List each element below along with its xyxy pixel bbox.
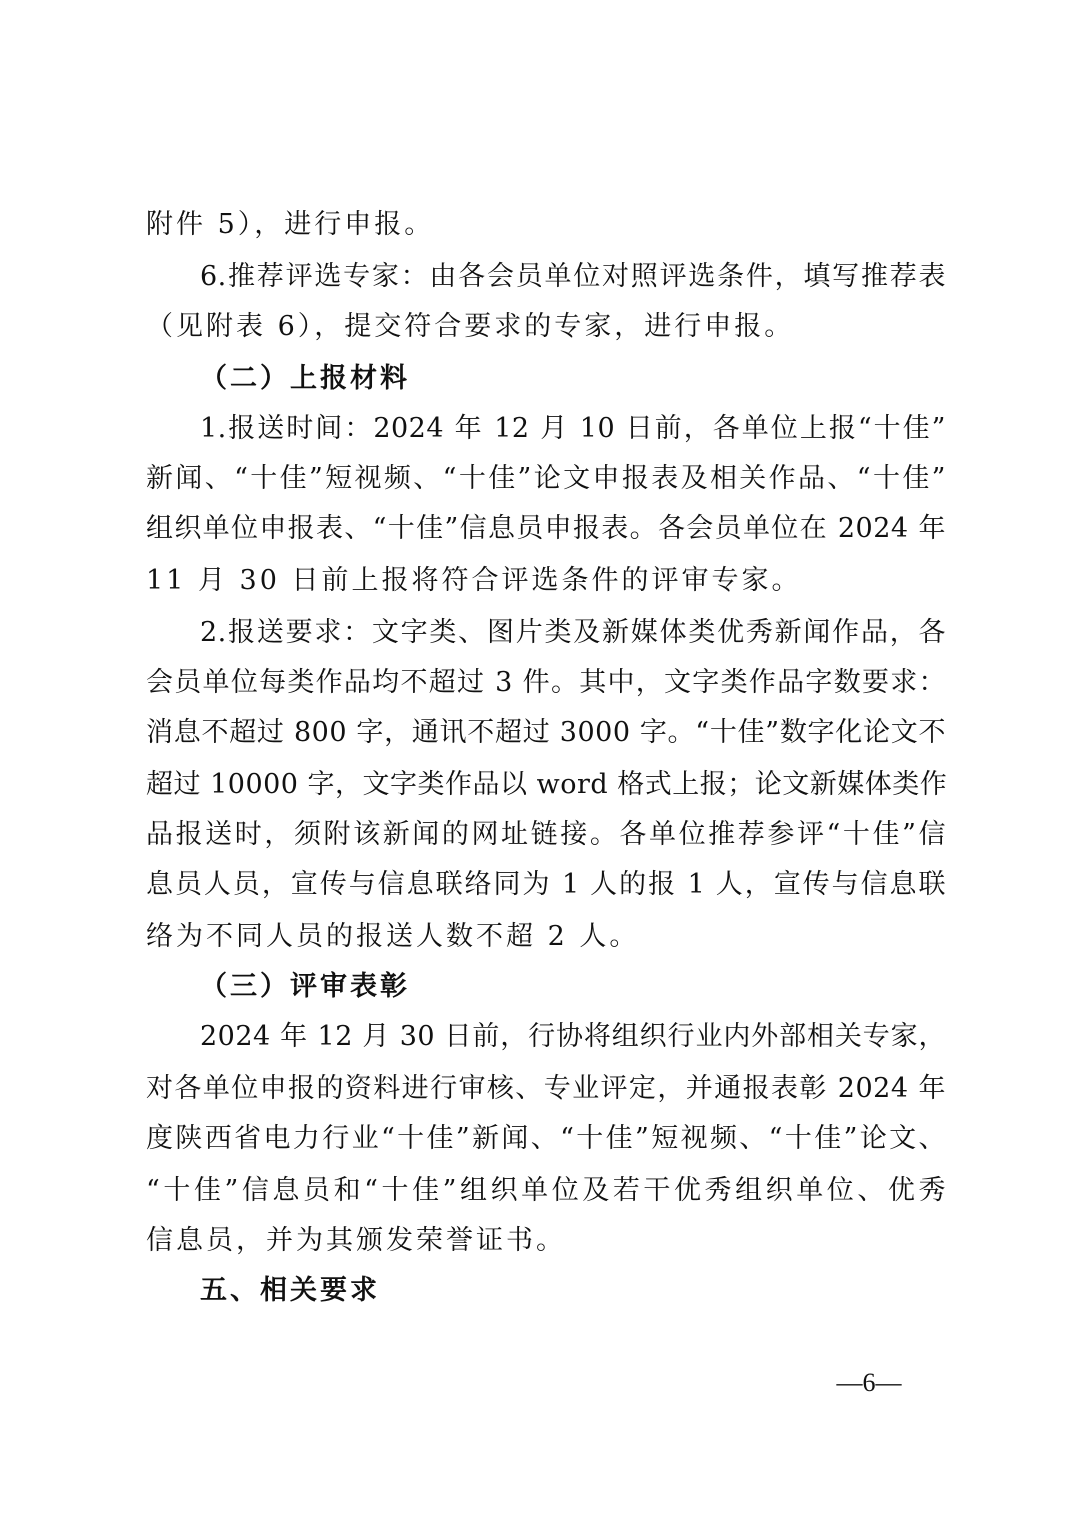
- section-heading-review-commendation: （三）评审表彰: [200, 971, 410, 1002]
- paragraph-line-review-3: 度陕西省电力行业“十佳”新闻、“十佳”短视频、“十佳”论文、: [146, 1123, 946, 1154]
- paragraph-line-submission-time-2: 新闻、“十佳”短视频、“十佳”论文申报表及相关作品、“十佳”: [146, 463, 946, 494]
- paragraph-line-submission-requirements-2: 会员单位每类作品均不超过 3 件。其中，文字类作品字数要求：: [146, 667, 946, 698]
- paragraph-line-submission-time-3: 组织单位申报表、“十佳”信息员申报表。各会员单位在 2024 年: [146, 513, 946, 544]
- paragraph-line-submission-requirements-3: 消息不超过 800 字，通讯不超过 3000 字。“十佳”数字化论文不: [146, 717, 946, 748]
- paragraph-line-expert-recommend: 6.推荐评选专家：由各会员单位对照评选条件，填写推荐表: [200, 261, 946, 292]
- page-number: —6—: [836, 1368, 902, 1397]
- paragraph-line-review-2: 对各单位申报的资料进行审核、专业评定，并通报表彰 2024 年: [146, 1073, 946, 1104]
- paragraph-line-submission-time-4: 11 月 30 日前上报将符合评选条件的评审专家。: [146, 565, 802, 596]
- paragraph-line-submission-requirements-5: 品报送时，须附该新闻的网址链接。各单位推荐参评“十佳”信: [146, 819, 946, 850]
- section-heading-related-requirements: 五、相关要求: [200, 1275, 380, 1306]
- paragraph-line-submission-requirements-6: 息员人员，宣传与信息联络同为 1 人的报 1 人，宣传与信息联: [146, 869, 946, 900]
- paragraph-line-expert-recommend-cont: （见附表 6），提交符合要求的专家，进行申报。: [146, 311, 795, 342]
- paragraph-line-submission-time: 1.报送时间：2024 年 12 月 10 日前，各单位上报“十佳”: [200, 413, 946, 444]
- paragraph-line-review: 2024 年 12 月 30 日前，行协将组织行业内外部相关专家，: [200, 1021, 946, 1052]
- paragraph-line-submission-requirements: 2.报送要求：文字类、图片类及新媒体类优秀新闻作品，各: [200, 617, 946, 648]
- paragraph-line-submission-requirements-7: 络为不同人员的报送人数不超 2 人。: [146, 921, 640, 952]
- paragraph-line-submission-requirements-4: 超过 10000 字，文字类作品以 word 格式上报；论文新媒体类作: [146, 769, 948, 800]
- paragraph-line-attachment-5: 附件 5），进行申报。: [146, 209, 435, 240]
- section-heading-submission-materials: （二）上报材料: [200, 363, 410, 394]
- paragraph-line-review-4: “十佳”信息员和“十佳”组织单位及若干优秀组织单位、优秀: [146, 1175, 946, 1206]
- paragraph-line-review-5: 信息员，并为其颁发荣誉证书。: [146, 1225, 566, 1256]
